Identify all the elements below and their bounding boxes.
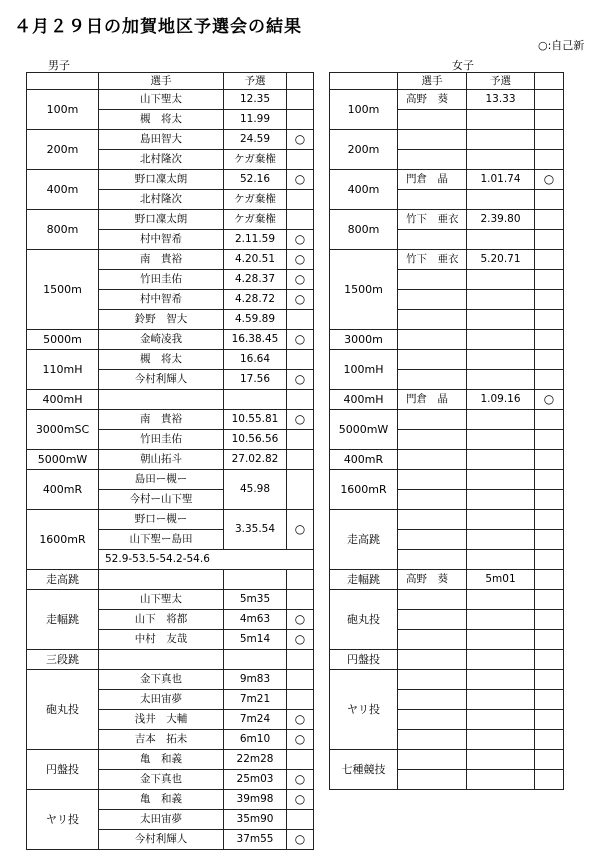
athlete-name: 金崎凌我 [99, 330, 224, 350]
male-header-athlete: 選手 [99, 73, 224, 90]
prelim-result: 12.35 [224, 90, 287, 110]
personal-best-mark [535, 570, 564, 590]
prelim-result: 2.39.80 [467, 210, 535, 230]
prelim-result [467, 510, 535, 530]
event-name: 七種競技 [330, 750, 398, 790]
personal-best-mark [287, 750, 314, 770]
athlete-name: 竹田圭佑 [99, 270, 224, 290]
athlete-name: 今村利輝人 [99, 370, 224, 390]
event-name: 800m [27, 210, 99, 250]
prelim-result [467, 430, 535, 450]
event-name: 走高跳 [330, 510, 398, 570]
personal-best-mark [535, 650, 564, 670]
event-name: 1600mR [330, 470, 398, 510]
table-row [27, 570, 314, 590]
athlete-name [398, 150, 467, 170]
athlete-name: 門倉 晶 [398, 170, 467, 190]
athlete-name [398, 110, 467, 130]
athlete-name [398, 550, 467, 570]
female-header-athlete: 選手 [398, 73, 467, 90]
prelim-result [467, 530, 535, 550]
personal-best-mark: ○ [287, 330, 314, 350]
table-row [27, 510, 314, 530]
table-row [330, 390, 564, 410]
athlete-name [398, 230, 467, 250]
athlete-name [398, 530, 467, 550]
athlete-name: 山下 将都 [99, 610, 224, 630]
prelim-result [467, 450, 535, 470]
personal-best-mark: ○ [287, 410, 314, 430]
prelim-result: 5.20.71 [467, 250, 535, 270]
event-name: 円盤投 [330, 650, 398, 670]
athlete-name [398, 770, 467, 790]
athlete-name [398, 750, 467, 770]
athlete-name: 槻 将太 [99, 110, 224, 130]
table-row [27, 750, 314, 770]
athlete-name: 野口凜太朗 [99, 170, 224, 190]
prelim-result [467, 730, 535, 750]
personal-best-mark [535, 690, 564, 710]
table-row [27, 350, 314, 370]
athlete-name [398, 490, 467, 510]
table-row [27, 590, 314, 610]
male-header-row [27, 73, 314, 90]
event-name: 400mH [330, 390, 398, 410]
table-row [330, 750, 564, 770]
prelim-result [467, 310, 535, 330]
prelim-result: 3.35.54 [224, 510, 287, 550]
table-row [27, 330, 314, 350]
prelim-result: 16.38.45 [224, 330, 287, 350]
prelim-result [467, 550, 535, 570]
athlete-name [398, 190, 467, 210]
table-row [27, 790, 314, 810]
prelim-result: 45.98 [224, 470, 287, 510]
athlete-name: 野口ー槻ー [99, 510, 224, 530]
personal-best-mark: ○ [287, 230, 314, 250]
prelim-result: ケガ棄権 [224, 190, 287, 210]
prelim-result [467, 630, 535, 650]
event-name: 400mR [330, 450, 398, 470]
table-row [330, 170, 564, 190]
athlete-name [398, 430, 467, 450]
prelim-result: 39m98 [224, 790, 287, 810]
personal-best-mark: ○ [287, 770, 314, 790]
athlete-name: 北村隆次 [99, 150, 224, 170]
event-name: 円盤投 [27, 750, 99, 790]
prelim-result [467, 230, 535, 250]
prelim-result [467, 350, 535, 370]
athlete-name [398, 270, 467, 290]
table-row [27, 170, 314, 190]
personal-best-mark [535, 590, 564, 610]
event-name: 400m [330, 170, 398, 210]
athlete-name: 島田ー槻ー [99, 470, 224, 490]
prelim-result: 22m28 [224, 750, 287, 770]
prelim-result: 5m35 [224, 590, 287, 610]
male-header-mark [287, 73, 314, 90]
personal-best-mark [535, 230, 564, 250]
event-name: 3000m [330, 330, 398, 350]
athlete-name: 浅井 大輔 [99, 710, 224, 730]
table-row [330, 570, 564, 590]
personal-best-mark [535, 270, 564, 290]
event-name: 走高跳 [27, 570, 99, 590]
personal-best-mark [535, 210, 564, 230]
personal-best-mark: ○ [287, 630, 314, 650]
athlete-name: 今村ー山下聖 [99, 490, 224, 510]
athlete-name [99, 390, 224, 410]
personal-best-mark [535, 530, 564, 550]
event-name: 1500m [27, 250, 99, 330]
personal-best-mark [535, 430, 564, 450]
event-name: ヤリ投 [27, 790, 99, 850]
event-name: 1500m [330, 250, 398, 330]
personal-best-mark [535, 770, 564, 790]
table-row [330, 670, 564, 690]
prelim-result [224, 650, 287, 670]
event-name: 800m [330, 210, 398, 250]
event-name: 400m [27, 170, 99, 210]
prelim-result [467, 770, 535, 790]
prelim-result: 13.33 [467, 90, 535, 110]
prelim-result [224, 570, 287, 590]
personal-best-mark: ○ [287, 710, 314, 730]
table-row [27, 130, 314, 150]
female-header-row [330, 73, 564, 90]
page-title: ４月２９日の加賀地区予選会の結果 [14, 17, 302, 37]
personal-best-mark [535, 730, 564, 750]
split-times: 52.9-53.5-54.2-54.6 [99, 550, 314, 570]
personal-best-mark: ○ [287, 270, 314, 290]
personal-best-mark: ○ [287, 730, 314, 750]
personal-best-mark: ○ [287, 250, 314, 270]
table-row [27, 450, 314, 470]
prelim-result: ケガ棄権 [224, 150, 287, 170]
event-name: 5000mW [27, 450, 99, 470]
personal-best-mark: ○ [287, 830, 314, 850]
athlete-name: 亀 和義 [99, 790, 224, 810]
event-name: 1600mR [27, 510, 99, 570]
personal-best-mark [535, 310, 564, 330]
personal-best-mark [535, 470, 564, 490]
prelim-result: 5m01 [467, 570, 535, 590]
prelim-result [467, 150, 535, 170]
athlete-name: 太田宙夢 [99, 690, 224, 710]
personal-best-mark: ○ [535, 170, 564, 190]
personal-best-mark: ○ [287, 290, 314, 310]
table-row [27, 470, 314, 490]
personal-best-mark [535, 150, 564, 170]
personal-best-mark [535, 610, 564, 630]
personal-best-mark [287, 430, 314, 450]
event-name: 100m [330, 90, 398, 130]
prelim-result: 35m90 [224, 810, 287, 830]
prelim-result: 7m21 [224, 690, 287, 710]
event-name: 5000mW [330, 410, 398, 450]
event-name: 走幅跳 [330, 570, 398, 590]
athlete-name [398, 310, 467, 330]
athlete-name [398, 470, 467, 490]
female-results-table [329, 72, 564, 790]
table-row [27, 90, 314, 110]
personal-best-mark [535, 370, 564, 390]
prelim-result [467, 110, 535, 130]
personal-best-mark [287, 670, 314, 690]
female-header-event [330, 73, 398, 90]
event-name: 砲丸投 [27, 670, 99, 750]
prelim-result [467, 470, 535, 490]
female-header-prelim: 予選 [467, 73, 535, 90]
prelim-result [467, 190, 535, 210]
athlete-name [398, 130, 467, 150]
personal-best-mark [287, 810, 314, 830]
personal-best-mark: ○ [287, 130, 314, 150]
event-name: 3000mSC [27, 410, 99, 450]
personal-best-mark [535, 710, 564, 730]
prelim-result: 10.55.81 [224, 410, 287, 430]
table-row [330, 650, 564, 670]
athlete-name [398, 710, 467, 730]
table-row [330, 210, 564, 230]
personal-best-mark [535, 130, 564, 150]
personal-best-mark [287, 150, 314, 170]
athlete-name: 高野 葵 [398, 570, 467, 590]
prelim-result [467, 370, 535, 390]
prelim-result: 5m14 [224, 630, 287, 650]
event-name: 100mH [330, 350, 398, 390]
table-row [330, 590, 564, 610]
event-name: 400mH [27, 390, 99, 410]
athlete-name [398, 670, 467, 690]
athlete-name: 村中智希 [99, 290, 224, 310]
table-row [330, 410, 564, 430]
event-name: 三段跳 [27, 650, 99, 670]
event-name: 110mH [27, 350, 99, 390]
athlete-name [398, 330, 467, 350]
prelim-result: 1.01.74 [467, 170, 535, 190]
prelim-result: 4.59.89 [224, 310, 287, 330]
athlete-name [99, 650, 224, 670]
athlete-name: 南 貴裕 [99, 410, 224, 430]
table-row [330, 350, 564, 370]
personal-best-mark [535, 250, 564, 270]
athlete-name: 竹田圭佑 [99, 430, 224, 450]
personal-best-mark [287, 310, 314, 330]
prelim-result: 24.59 [224, 130, 287, 150]
athlete-name: 野口凜太朗 [99, 210, 224, 230]
event-name: 400mR [27, 470, 99, 510]
female-header-mark [535, 73, 564, 90]
athlete-name [398, 350, 467, 370]
prelim-result [467, 490, 535, 510]
personal-best-mark [287, 110, 314, 130]
athlete-name: 北村隆次 [99, 190, 224, 210]
prelim-result [467, 130, 535, 150]
personal-best-mark [287, 590, 314, 610]
table-row [330, 470, 564, 490]
table-row [27, 650, 314, 670]
athlete-name [398, 370, 467, 390]
event-name: 砲丸投 [330, 590, 398, 650]
athlete-name: 中村 友哉 [99, 630, 224, 650]
personal-best-mark [287, 650, 314, 670]
table-row [330, 450, 564, 470]
male-header-event [27, 73, 99, 90]
athlete-name: 今村利輝人 [99, 830, 224, 850]
personal-best-mark: ○ [287, 790, 314, 810]
prelim-result [467, 610, 535, 630]
event-name: 200m [27, 130, 99, 170]
personal-best-mark [287, 90, 314, 110]
prelim-result [467, 410, 535, 430]
personal-best-mark [535, 190, 564, 210]
athlete-name: 槻 将太 [99, 350, 224, 370]
prelim-result: 27.02.82 [224, 450, 287, 470]
athlete-name [398, 690, 467, 710]
athlete-name: 鈴野 智大 [99, 310, 224, 330]
prelim-result: 9m83 [224, 670, 287, 690]
table-row [330, 130, 564, 150]
athlete-name: 金下真也 [99, 770, 224, 790]
personal-best-mark [287, 390, 314, 410]
table-row [27, 670, 314, 690]
prelim-result: 6m10 [224, 730, 287, 750]
athlete-name [99, 570, 224, 590]
prelim-result: ケガ棄権 [224, 210, 287, 230]
personal-best-mark [535, 290, 564, 310]
personal-best-mark [535, 330, 564, 350]
prelim-result: 11.99 [224, 110, 287, 130]
athlete-name: 竹下 亜衣 [398, 250, 467, 270]
athlete-name: 村中智希 [99, 230, 224, 250]
prelim-result [467, 330, 535, 350]
event-name: 走幅跳 [27, 590, 99, 650]
personal-best-mark [535, 110, 564, 130]
prelim-result [224, 390, 287, 410]
prelim-result [467, 690, 535, 710]
athlete-name: 太田宙夢 [99, 810, 224, 830]
prelim-result: 4.20.51 [224, 250, 287, 270]
personal-best-mark: ○ [287, 170, 314, 190]
personal-best-mark [535, 450, 564, 470]
table-row [27, 250, 314, 270]
athlete-name [398, 610, 467, 630]
athlete-name [398, 410, 467, 430]
personal-best-mark [287, 450, 314, 470]
event-name: 200m [330, 130, 398, 170]
athlete-name [398, 450, 467, 470]
table-row [27, 210, 314, 230]
athlete-name: 山下聖太 [99, 590, 224, 610]
athlete-name [398, 590, 467, 610]
personal-best-mark [287, 470, 314, 510]
prelim-result: 37m55 [224, 830, 287, 850]
athlete-name: 山下聖太 [99, 90, 224, 110]
athlete-name [398, 510, 467, 530]
event-name: 100m [27, 90, 99, 130]
athlete-name: 門倉 晶 [398, 390, 467, 410]
athlete-name: 島田智大 [99, 130, 224, 150]
athlete-name: 高野 葵 [398, 90, 467, 110]
prelim-result [467, 670, 535, 690]
prelim-result [467, 710, 535, 730]
male-header-prelim: 予選 [224, 73, 287, 90]
personal-best-mark [287, 210, 314, 230]
table-row [330, 510, 564, 530]
athlete-name [398, 650, 467, 670]
personal-best-mark [535, 350, 564, 370]
athlete-name: 吉本 拓未 [99, 730, 224, 750]
athlete-name [398, 290, 467, 310]
prelim-result: 1.09.16 [467, 390, 535, 410]
male-section-label: 男子 [48, 59, 70, 72]
legend-note: ○:自己新 [538, 39, 585, 52]
prelim-result: 52.16 [224, 170, 287, 190]
personal-best-mark: ○ [287, 510, 314, 550]
personal-best-mark [287, 570, 314, 590]
athlete-name: 金下真也 [99, 670, 224, 690]
athlete-name: 山下聖ー島田 [99, 530, 224, 550]
female-section-label: 女子 [452, 59, 474, 72]
prelim-result [467, 270, 535, 290]
prelim-result: 16.64 [224, 350, 287, 370]
personal-best-mark [535, 490, 564, 510]
prelim-result [467, 590, 535, 610]
male-results-table [26, 72, 314, 850]
personal-best-mark [535, 510, 564, 530]
event-name: 5000m [27, 330, 99, 350]
prelim-result: 17.56 [224, 370, 287, 390]
athlete-name: 朝山拓斗 [99, 450, 224, 470]
table-row [330, 90, 564, 110]
personal-best-mark [535, 550, 564, 570]
athlete-name: 南 貴裕 [99, 250, 224, 270]
personal-best-mark [287, 690, 314, 710]
prelim-result: 25m03 [224, 770, 287, 790]
prelim-result: 2.11.59 [224, 230, 287, 250]
table-row [27, 410, 314, 430]
personal-best-mark: ○ [535, 390, 564, 410]
prelim-result [467, 750, 535, 770]
personal-best-mark [535, 90, 564, 110]
prelim-result [467, 650, 535, 670]
event-name: ヤリ投 [330, 670, 398, 750]
table-row [27, 390, 314, 410]
athlete-name: 竹下 亜衣 [398, 210, 467, 230]
table-row [330, 330, 564, 350]
personal-best-mark [535, 630, 564, 650]
table-row [330, 250, 564, 270]
personal-best-mark [287, 350, 314, 370]
prelim-result: 4m63 [224, 610, 287, 630]
prelim-result [467, 290, 535, 310]
athlete-name [398, 730, 467, 750]
personal-best-mark: ○ [287, 610, 314, 630]
athlete-name [398, 630, 467, 650]
personal-best-mark: ○ [287, 370, 314, 390]
prelim-result: 4.28.72 [224, 290, 287, 310]
prelim-result: 7m24 [224, 710, 287, 730]
personal-best-mark [535, 670, 564, 690]
personal-best-mark [287, 190, 314, 210]
personal-best-mark [535, 410, 564, 430]
prelim-result: 4.28.37 [224, 270, 287, 290]
personal-best-mark [535, 750, 564, 770]
prelim-result: 10.56.56 [224, 430, 287, 450]
athlete-name: 亀 和義 [99, 750, 224, 770]
